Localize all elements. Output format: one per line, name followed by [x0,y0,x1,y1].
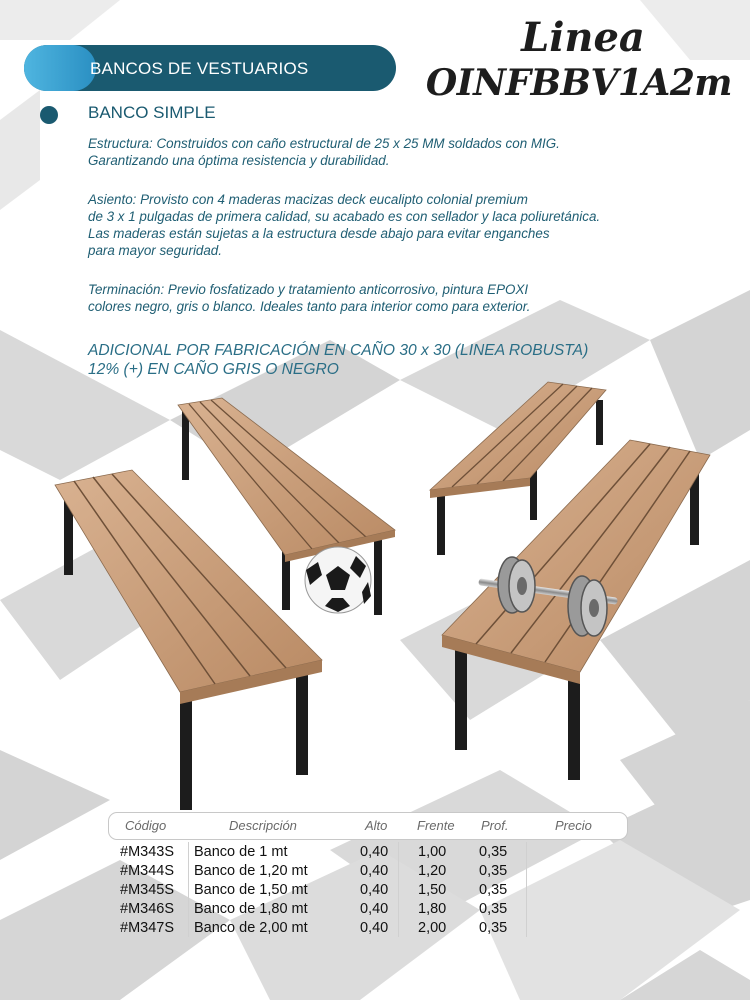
table-row [108,882,628,901]
category-accent [24,45,96,91]
adicional-text: ADICIONAL POR FABRICACIÓN EN CAÑO 30 x 30 (LINEA ROBUSTA) 12% (+) EN CAÑO GRIS O NEGRO [88,342,589,378]
cell-codigo: #M346S [120,901,175,917]
cell-prof: 0,35 [479,901,508,917]
cell-alto: 0,40 [360,920,389,936]
cell-descripcion: Banco de 1,20 mt [194,863,308,879]
cell-prof: 0,35 [479,844,508,860]
cell-alto: 0,40 [360,882,389,898]
soccer-ball [305,547,371,613]
cell-codigo: #M343S [120,844,175,860]
cell-codigo: #M347S [120,920,175,936]
header-prof: Prof. [481,818,509,833]
cell-frente: 1,20 [418,863,447,879]
cell-alto: 0,40 [360,844,389,860]
cell-codigo: #M344S [120,863,175,879]
cell-descripcion: Banco de 1 mt [194,844,288,860]
cell-descripcion: Banco de 2,00 mt [194,920,308,936]
cell-descripcion: Banco de 1,80 mt [194,901,308,917]
cell-prof: 0,35 [479,882,508,898]
line-title-word: Linea [521,14,645,61]
cell-frente: 1,00 [418,844,447,860]
cell-alto: 0,40 [360,863,389,879]
header-frente: Frente [417,818,455,833]
header-alto: Alto [365,818,388,833]
cell-frente: 2,00 [418,920,447,936]
cell-codigo: #M345S [120,882,175,898]
line-title [426,14,732,105]
table-body [108,844,628,939]
price-table [108,812,628,939]
header-descripcion: Descripción [229,818,297,833]
table-row [108,920,628,939]
asiento-text: Asiento: Provisto con 4 maderas macizas deck eucalipto colonial premium de 3 x 1 pulgadas de primera calidad, su acabado es con sellador y laca poliuretánica. Las maderas están sujetas a la estructura desde abajo para evitar enganches para mayor seguridad. [88,192,601,258]
category-title: BANCOS DE VESTUARIOS [90,59,309,78]
estructura-text: Estructura: Construidos con caño estructural de 25 x 25 MM soldados con MIG. Garantizando una óptima resistencia y durabilidad. [88,136,560,168]
cell-descripcion: Banco de 1,50 mt [194,882,308,898]
cell-alto: 0,40 [360,901,389,917]
header-codigo: Código [125,818,167,833]
table-row [108,844,628,863]
line-code: OINFBBV1A2m [425,62,732,104]
cell-prof: 0,35 [479,863,508,879]
cell-frente: 1,80 [418,901,447,917]
terminacion-text: Terminación: Previo fosfatizado y tratamiento anticorrosivo, pintura EPOXI colores negro, gris o blanco. Ideales tanto para interior como para exterior. [88,282,531,314]
table-header [108,812,628,840]
cell-frente: 1,50 [418,882,447,898]
table-row [108,863,628,882]
cell-prof: 0,35 [479,920,508,936]
product-subtitle: BANCO SIMPLE [88,103,216,122]
benches-illustration [0,370,750,820]
bullet-icon [40,106,58,124]
category-header [24,45,396,91]
table-row [108,901,628,920]
header-precio: Precio [555,818,592,833]
